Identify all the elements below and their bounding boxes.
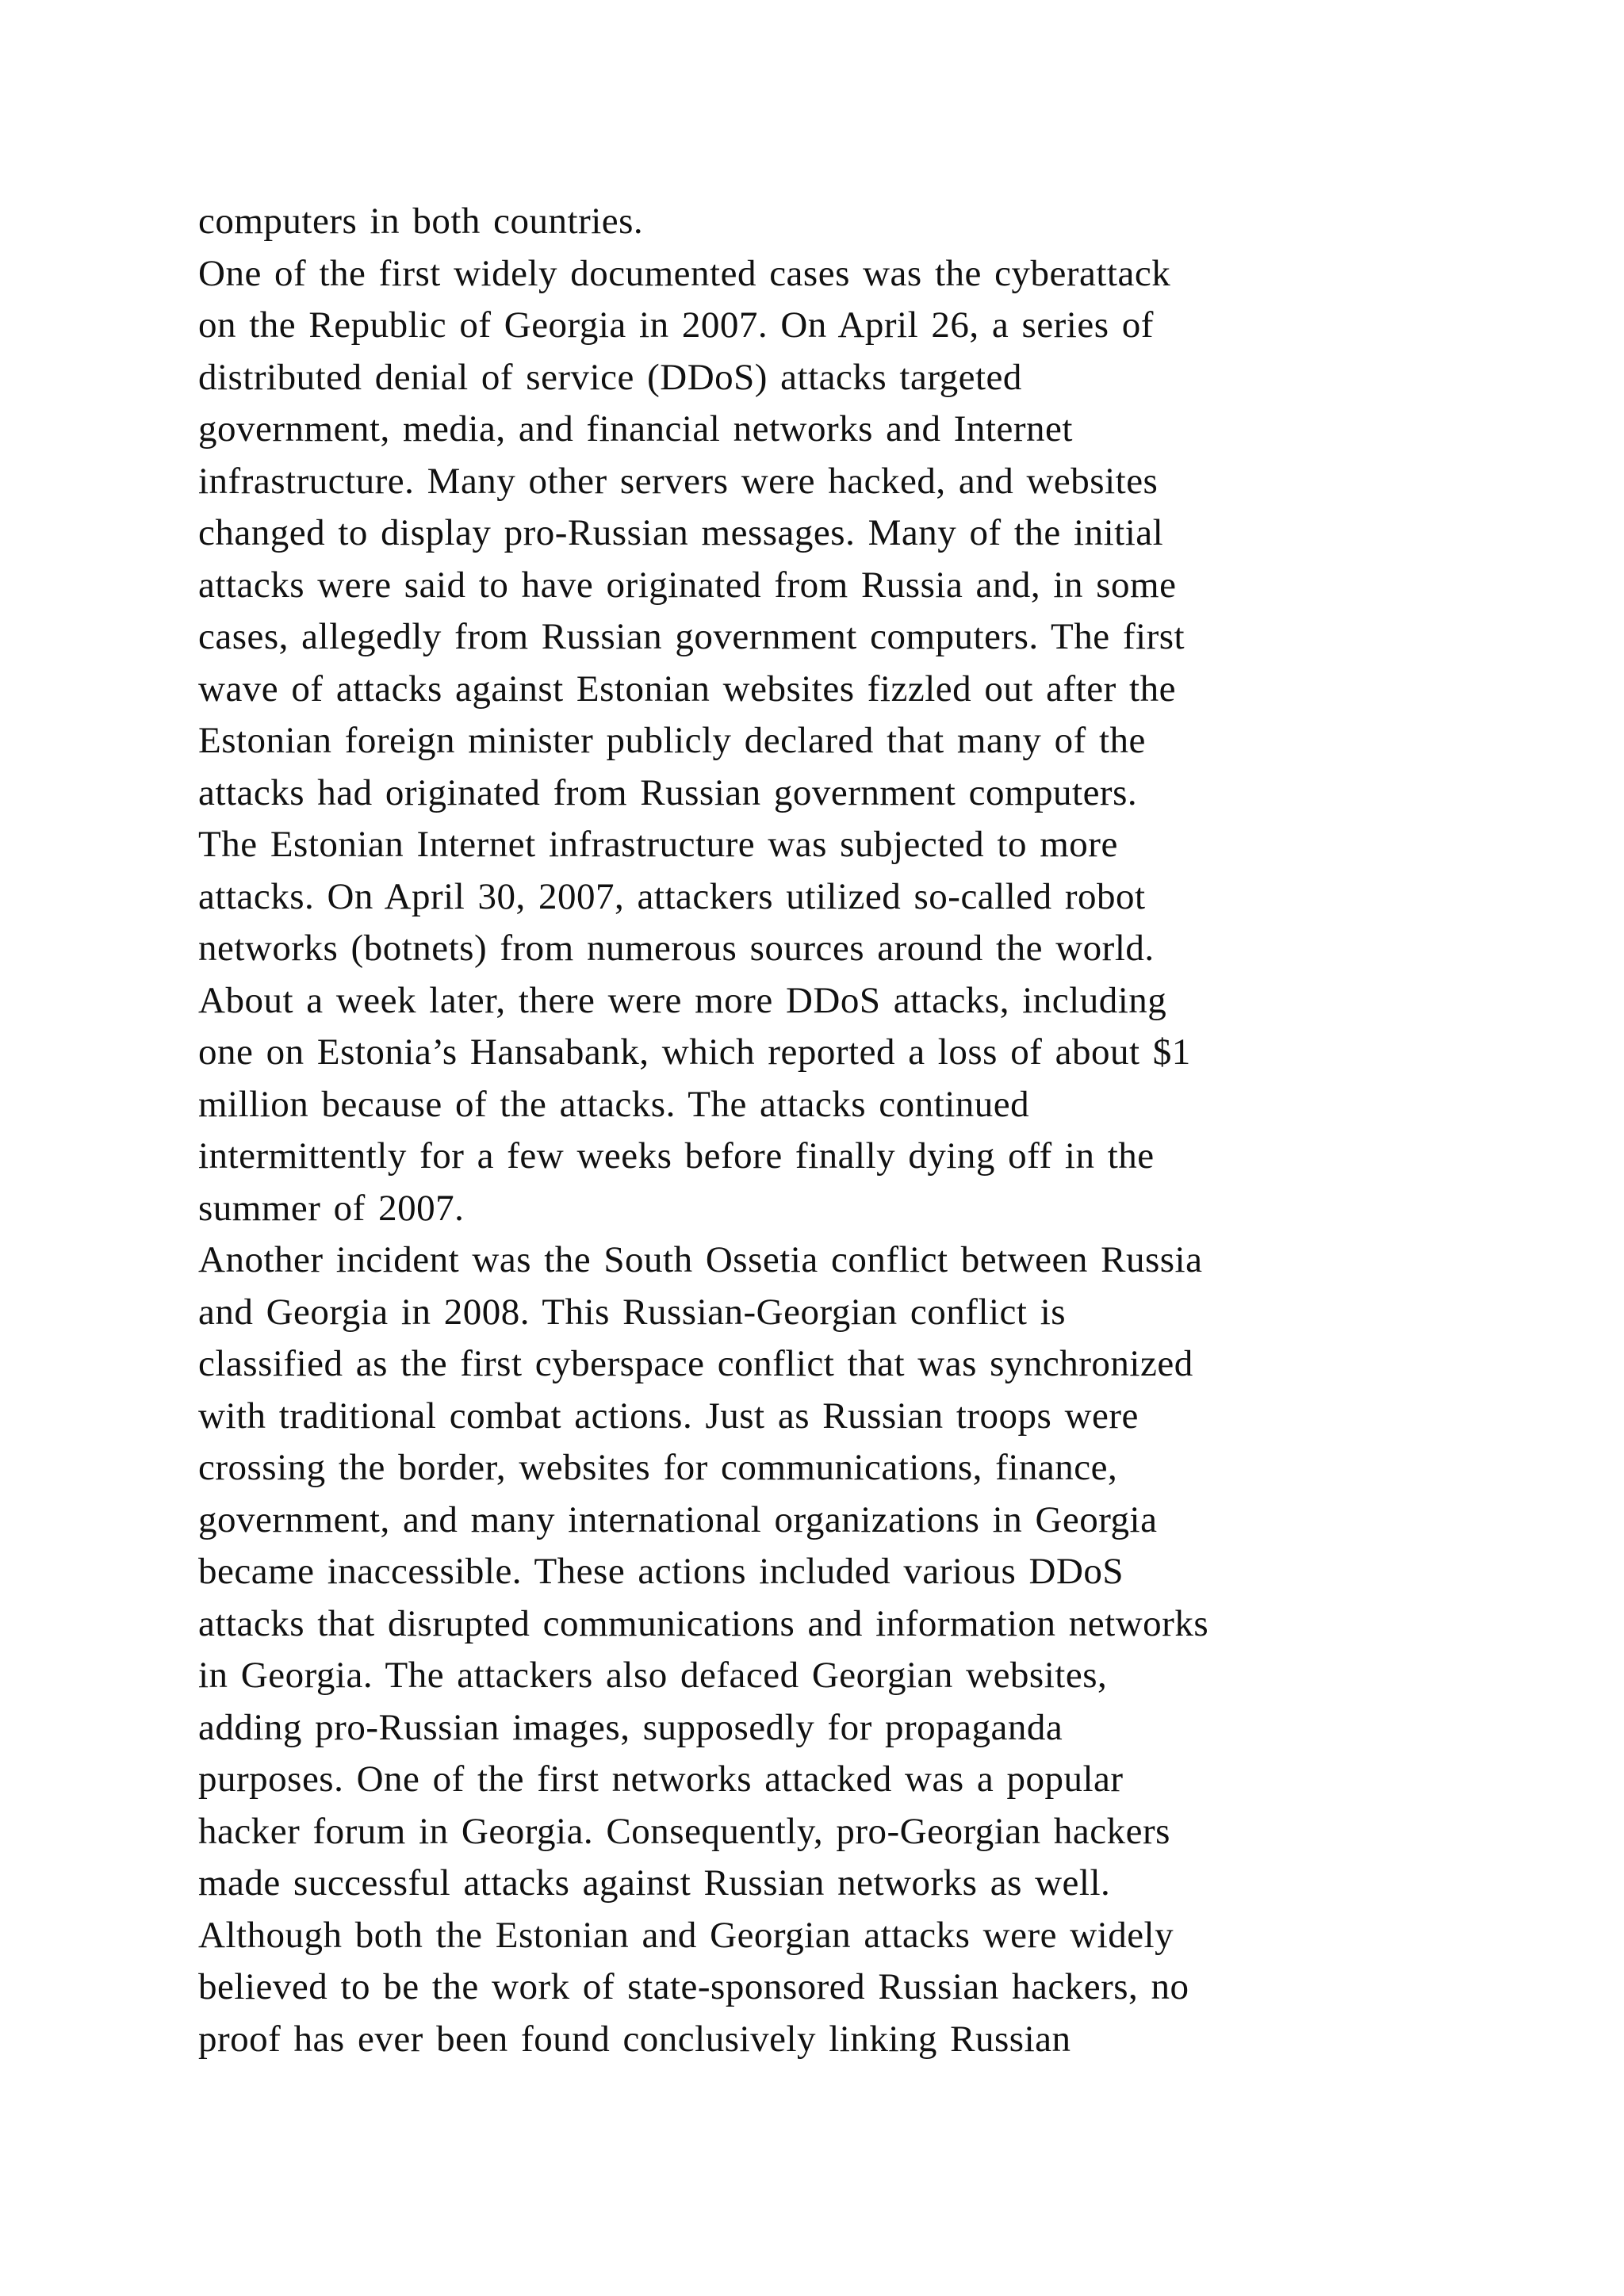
- text-line: computers in both countries.: [198, 201, 644, 242]
- text-line: million because of the attacks. The attacks continued: [198, 1083, 1030, 1125]
- text-line: and Georgia in 2008. This Russian-Georgian conflict is: [198, 1291, 1067, 1333]
- text-line: networks (botnets) from numerous sources around the world.: [198, 928, 1155, 969]
- text-line: in Georgia. The attackers also defaced Georgian websites,: [198, 1655, 1108, 1696]
- text-line: believed to be the work of state-sponsored Russian hackers, no: [198, 1966, 1189, 2007]
- text-line: intermittently for a few weeks before finally dying off in the: [198, 1135, 1155, 1177]
- text-line: purposes. One of the first networks attacked was a popular: [198, 1758, 1124, 1800]
- text-line: About a week later, there were more DDoS attacks, including: [198, 979, 1167, 1021]
- text-line: government, and many international organizations in Georgia: [198, 1498, 1158, 1540]
- text-line: classified as the first cyberspace conflict that was synchronized: [198, 1343, 1193, 1384]
- text-line: attacks that disrupted communications and information networks: [198, 1602, 1209, 1644]
- text-line: attacks were said to have originated from Russia and, in some: [198, 564, 1177, 606]
- text-line: wave of attacks against Estonian websites fizzled out after the: [198, 668, 1176, 710]
- text-line: infrastructure. Many other servers were hacked, and websites: [198, 460, 1159, 502]
- text-line: proof has ever been found conclusively linking Russian: [198, 2018, 1071, 2060]
- text-line: distributed denial of service (DDoS) attacks targeted: [198, 356, 1022, 398]
- text-line: Another incident was the South Ossetia conflict between Russia: [198, 1239, 1203, 1280]
- text-line: One of the first widely documented cases was the cyberattack: [198, 252, 1171, 294]
- text-line: hacker forum in Georgia. Consequently, pro-Georgian hackers: [198, 1810, 1170, 1852]
- text-line: Although both the Estonian and Georgian attacks were widely: [198, 1914, 1174, 1956]
- text-line: Estonian foreign minister publicly declared that many of the: [198, 720, 1146, 761]
- text-line: The Estonian Internet infrastructure was subjected to more: [198, 824, 1118, 865]
- text-line: on the Republic of Georgia in 2007. On April 26, a series of: [198, 304, 1154, 346]
- text-line: became inaccessible. These actions included various DDoS: [198, 1551, 1124, 1592]
- text-line: attacks. On April 30, 2007, attackers utilized so-called robot: [198, 875, 1146, 917]
- text-line: made successful attacks against Russian networks as well.: [198, 1862, 1111, 1904]
- text-line: changed to display pro-Russian messages. Many of the initial: [198, 512, 1164, 553]
- text-line: summer of 2007.: [198, 1187, 465, 1229]
- text-line: one on Estonia’s Hansabank, which reported a loss of about $1: [198, 1031, 1191, 1073]
- text-line: adding pro-Russian images, supposedly for propaganda: [198, 1706, 1063, 1748]
- text-line: with traditional combat actions. Just as Russian troops were: [198, 1395, 1139, 1437]
- body-text: [198, 196, 1467, 2065]
- text-line: crossing the border, websites for communications, finance,: [198, 1447, 1118, 1488]
- text-line: government, media, and financial networks and Internet: [198, 408, 1073, 450]
- text-line: cases, allegedly from Russian government computers. The first: [198, 616, 1185, 657]
- text-line: attacks had originated from Russian government computers.: [198, 771, 1138, 813]
